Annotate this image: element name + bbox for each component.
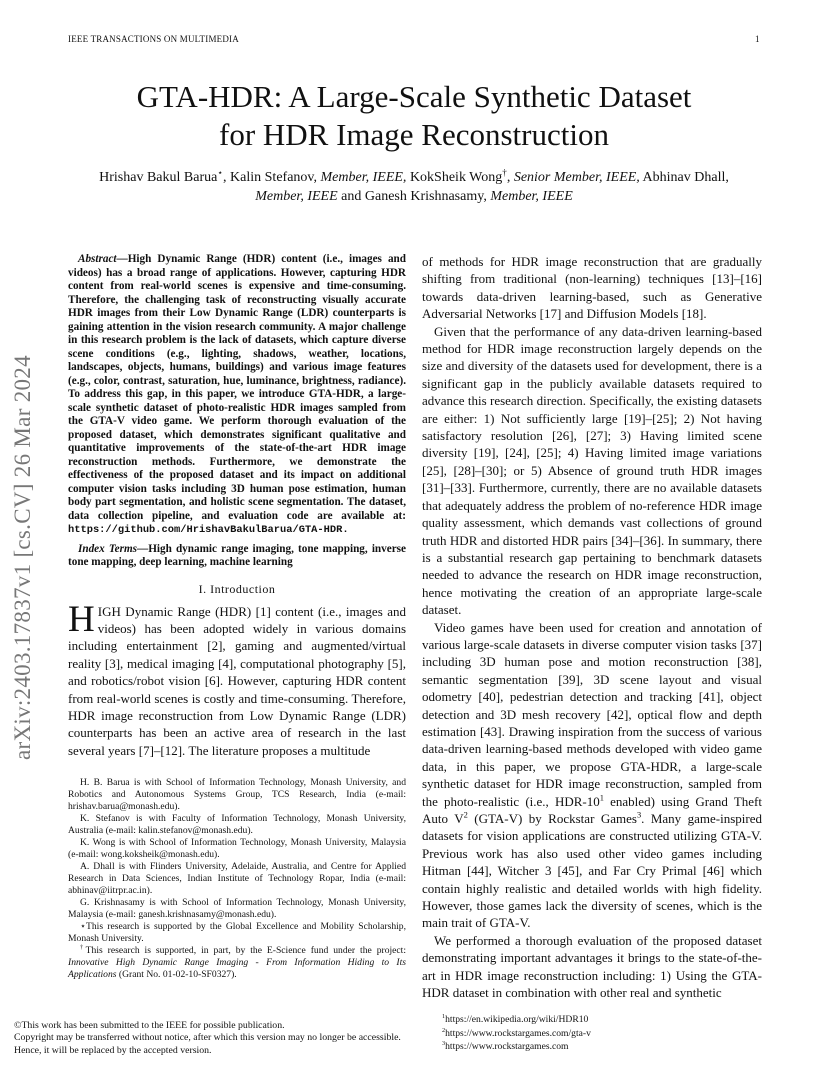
- paragraph-text: enabled) using Grand Theft Auto V: [422, 793, 763, 826]
- affiliation-note: K. Stefanov is with Faculty of Information Technology, Monash University, Australia (e-mail: kalin.stefanov@monash.edu).: [68, 813, 406, 837]
- arxiv-stamp: [10, 290, 46, 760]
- paragraph-text: Video games have been used for creation and annotation of various large-scale datasets in diverse computer vision tasks [37] including 3D human pose and motion reconstruction [38], semantic segmentation [39], 3D scene layout and visual odometry [40], pedestrian detection and tracking [41], object detection and 3D mesh recovery [42], optical flow and depth estimation [43]. Drawing inspiration from the success of various data-driven learning-based methods developed with video game data, in this paper, we propose GTA-HDR, a large-scale synthetic dataset for HDR image reconstruction, sampled from the photo-realistic (i.e., HDR-10: [422, 619, 762, 809]
- index-terms-label: Index Terms: [78, 542, 138, 555]
- arxiv-id[interactable]: arXiv:2403.17837v1 [cs.CV] 26 Mar 2024: [10, 355, 35, 760]
- affiliation-footnotes: [68, 777, 406, 981]
- footnote-ref[interactable]: 2: [463, 809, 468, 820]
- paper-title: [60, 78, 768, 154]
- journal-header: IEEE TRANSACTIONS ON MULTIMEDIA: [68, 34, 239, 44]
- dataset-url[interactable]: https://github.com/HrishavBakulBarua/GTA-HDR.: [68, 524, 349, 536]
- paragraph-text: (GTA-V) by Rockstar Games: [467, 811, 637, 826]
- paragraph: of methods for HDR image reconstruction that are gradually shifting from traditional (non-learning) techniques [13]–[16] towards data-driven learning-based, such as Generative Adversarial Networks [17] and Diffusion Models [18].: [422, 254, 762, 322]
- affiliation-note: G. Krishnasamy is with School of Information Technology, Monash University, Malaysia (e-mail: ganesh.krishnasamy@monash.edu).: [68, 897, 406, 921]
- affiliation-note: H. B. Barua is with School of Information Technology, Monash University, and Robotics and Autonomous Systems Group, TCS Research, India (e-mail: hrishav.barua@monash.edu).: [68, 777, 406, 813]
- author-name: Abhinav Dhall,: [642, 170, 729, 185]
- abstract: [68, 253, 406, 538]
- url-footnote: [442, 1013, 762, 1027]
- author-name: Hrishav Bakul Barua: [99, 170, 218, 185]
- funding-project: Innovative High Dynamic Range Imaging - From Information Hiding to Its Applications: [68, 957, 406, 981]
- affiliation-note: ⋆This research is supported by the Global Excellence and Mobility Scholarship, Monash University.: [68, 921, 406, 945]
- footnote-ref[interactable]: 3: [636, 809, 642, 820]
- affiliation-note: A. Dhall is with Flinders University, Adelaide, Australia, and Centre for Applied Research in Data Sciences, Indian Institute of Technology Ropar, India (e-mail: abhinav@iitrpr.ac.in).: [68, 861, 406, 897]
- author-name: and Ganesh Krishnasamy,: [341, 189, 487, 204]
- drop-cap: H: [68, 598, 95, 640]
- footnote-number: 3: [442, 1040, 446, 1048]
- funding-mark: †: [80, 943, 86, 951]
- title-line-2: for HDR Image Reconstruction: [219, 117, 609, 152]
- author-mark: ⋆: [217, 167, 224, 178]
- author-mark: †: [502, 167, 507, 178]
- copyright-line: Copyright may be transferred without notice, after which this version may no longer be accessible.: [14, 1032, 401, 1044]
- paragraph: We performed a thorough evaluation of the proposed dataset demonstrating important advantages it brings to the state-of-the-art in HDR image reconstruction including: 1) Using the GTA-HDR dataset in combination with other real and synthetic: [422, 932, 762, 1001]
- paragraph-text: . Many game-inspired datasets for vision applications are constructed utilizing GTA-V. Previous work has also used other video games including Hitman [44], Witcher 3 [45], and Far Cry Primal [46] which contain highly realistic and detailed worlds with high fidelity. However, those games lack the diversity of scenes, which is the main trait of GTA-V.: [422, 811, 762, 931]
- abstract-text: —High Dynamic Range (HDR) content (i.e., images and videos) has a broad range of applications. However, capturing HDR content from real-world scenes is expensive and time-consuming. Therefore, the challenging task of reconstructing visually accurate HDR images from their Low Dynamic Range (LDR) counterparts is gaining attention in the vision research community. A major challenge in this research problem is the lack of datasets, which capture diverse scene conditions (e.g., lighting, shadows, weather, locations, landscapes, objects, humans, buildings) and various image features (e.g., color, contrast, saturation, hue, luminance, brightness, radiance). To address this gap, in this paper, we introduce GTA-HDR, a large-scale synthetic dataset of photo-realistic HDR images sampled from the GTA-V video game. We perform thorough evaluation of the proposed dataset, which demonstrates significant qualitative and quantitative improvements of the state-of-the-art HDR image reconstruction methods. Furthermore, we demonstrate the effectiveness of the proposed dataset and its impact on additional computer vision tasks including 3D human pose estimation, human body part segmentation, and holistic scene segmentation. The dataset, data collection pipeline, and evaluation code are available at:: [68, 253, 406, 522]
- author-list: Hrishav Bakul Barua⋆, Kalin Stefanov, Member, IEEE, KokSheik Wong†, Senior Member, IEEE, Abhinav Dhall, Member, IEEE and Ganesh Krishnasamy, Member, IEEE: [99, 167, 729, 204]
- abstract-label: Abstract: [78, 253, 117, 265]
- funding-grant: (Grant No. 01-02-10-SF0327).: [116, 969, 237, 981]
- footnote-url[interactable]: https://www.rockstargames.com/gta-v: [445, 1027, 591, 1039]
- footnote-url[interactable]: https://www.rockstargames.com: [445, 1041, 569, 1053]
- intro-paragraph: [68, 598, 406, 760]
- copyright-notice: [14, 1020, 401, 1057]
- copyright-line: ©This work has been submitted to the IEEE for possible publication.: [14, 1020, 285, 1031]
- page-number: 1: [755, 34, 760, 44]
- author-name: Kalin Stefanov,: [230, 170, 318, 185]
- copyright-line: Hence, it will be replaced by the accepted version.: [14, 1044, 212, 1056]
- author-membership: Member, IEEE: [255, 189, 338, 204]
- url-footnote: [442, 1040, 762, 1054]
- title-line-1: GTA-HDR: A Large-Scale Synthetic Dataset: [136, 79, 692, 114]
- funding-note: [68, 945, 406, 981]
- index-terms-text: —High dynamic range imaging, tone mapping, inverse tone mapping, deep learning, machine learning: [68, 542, 406, 568]
- affiliation-note: K. Wong is with School of Information Technology, Monash University, Malaysia (e-mail: wong.koksheik@monash.edu).: [68, 837, 406, 861]
- section-heading-introduction: I. Introduction: [198, 581, 276, 596]
- paragraph: [422, 619, 762, 932]
- author-membership: Member, IEEE: [490, 189, 573, 204]
- left-column: [68, 253, 406, 981]
- footnote-number: 2: [442, 1026, 446, 1034]
- url-footnote: [442, 1027, 762, 1041]
- paragraph: Given that the performance of any data-driven learning-based method for HDR image reconstruction largely depends on the size and diversity of the datasets used for development, there is a significant gap in the publicly available datasets required to advance this research direction. Specifically, the existing datasets are either: 1) Not sufficiently large [19]–[25]; 2) Not having satisfactory resolution [26], [27]; 3) Having limited scene diversity [19], [24], [25]; 4) Having limited image variations [25], [28]–[30]; or 5) Absence of ground truth HDR images [31]–[33]. Furthermore, currently, there are no available datasets that adequately address the problem of no-reference HDR image quality assessment, which demands vast collections of ground truth HDR and distorted HDR pairs [34]–[36]. In summary, there is a substantial research gap pertaining to benchmark datasets needed to advance the research on HDR image reconstruction, hence motivating the creation of an appropriate large-scale dataset.: [422, 323, 762, 618]
- footnote-url[interactable]: https://en.wikipedia.org/wiki/HDR10: [445, 1014, 589, 1026]
- author-name: KokSheik Wong: [409, 170, 503, 185]
- url-footnotes: [422, 1013, 762, 1054]
- footnote-number: 1: [442, 1013, 446, 1021]
- footnote-ref[interactable]: 1: [599, 792, 604, 803]
- author-membership: Member, IEEE,: [320, 170, 407, 185]
- right-column: [422, 253, 762, 1054]
- intro-text: IGH Dynamic Range (HDR) [1] content (i.e., images and videos) has been adopted widely in various domains including entertainment [2], gaming and augmented/virtual reality [3], medical imaging [4], computational photography [5], and robotics/robot vision [6]. However, capturing HDR content from real-world scenes is costly and time-consuming. Therefore, HDR image reconstruction from Low Dynamic Range (LDR) counterparts has been an active area of research in the last several years [7]–[12]. The literature proposes a multitude: [68, 603, 406, 758]
- funding-text: This research is supported, in part, by the E-Science fund under the project:: [85, 945, 406, 957]
- author-membership: Senior Member, IEEE,: [513, 170, 640, 185]
- index-terms: [68, 543, 406, 570]
